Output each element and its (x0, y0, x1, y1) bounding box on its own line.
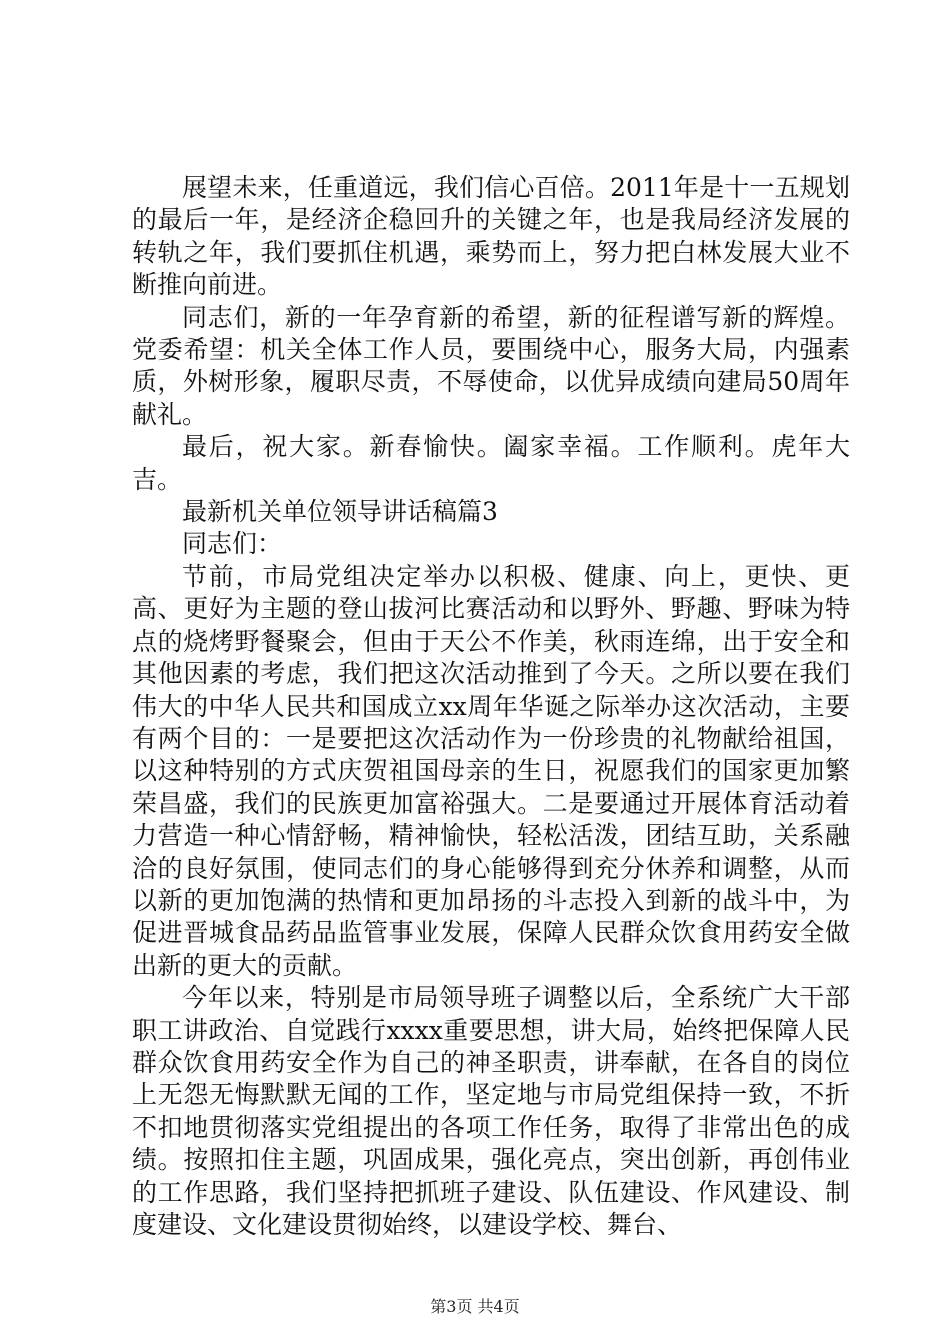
section-heading: 最新机关单位领导讲话稿篇3 (182, 497, 498, 527)
document-body (132, 172, 850, 1241)
paragraph-outlook: 展望未来，任重道远，我们信心百倍。2011年是十一五规划的最后一年，是经济企稳回升的关键之年，也是我局经济发展的转轨之年，我们要抓住机遇，乘势而上，努力把白林发展大业不断推向前进。 (132, 173, 850, 300)
salutation: 同志们： (182, 529, 283, 559)
paragraph-achievements: 今年以来，特别是市局领导班子调整以后，全系统广大干部职工讲政治、自觉践行xxxx重要思想，讲大局，始终把保障人民群众饮食用药安全作为自己的神圣职责，讲奉献，在各自的岗位上无怨无悔默默无闻的工作，坚定地与市局党组保持一致，不折不扣地贯彻落实党组提出的各项工作任务，取得了非常出色的成绩。按照扣住主题，巩固成果，强化亮点，突出创新，再创伟业的工作思路，我们坚持把抓班子建设、队伍建设、作风建设、制度建设、文化建设贯彻始终，以建设学校、舞台、 (132, 983, 850, 1239)
paragraph-greeting: 最后，祝大家。新春愉快。阖家幸福。工作顺利。虎年大吉。 (132, 432, 850, 494)
page-footer: 第3页 共4页 (430, 1297, 520, 1316)
paragraph-new-year: 同志们，新的一年孕育新的希望，新的征程谱写新的辉煌。党委希望：机关全体工作人员，要围绕中心，服务大局，内强素质，外树形象，履职尽责，不辱使命，以优异成绩向建局50周年献礼。 (132, 302, 850, 429)
paragraph-activity: 节前，市局党组决定举办以积极、健康、向上，更快、更高、更好为主题的登山拔河比赛活动和以野外、野趣、野味为特点的烧烤野餐聚会，但由于天公不作美，秋雨连绵，出于安全和其他因素的考虑，我们把这次活动推到了今天。之所以要在我们伟大的中华人民共和国成立xx周年华诞之际举办这次活动，主要有两个目的：一是要把这次活动作为一份珍贵的礼物献给祖国，以这种特别的方式庆贺祖国母亲的生日，祝愿我们的国家更加繁荣昌盛，我们的民族更加富裕强大。二是要通过开展体育活动着力营造一种心情舒畅，精神愉快，轻松活泼，团结互助，关系融洽的良好氛围，使同志们的身心能够得到充分休养和调整，从而以新的更加饱满的热情和更加昂扬的斗志投入到新的战斗中，为促进晋城食品药品监管事业发展，保障人民群众饮食用药安全做出新的更大的贡献。 (132, 561, 850, 980)
